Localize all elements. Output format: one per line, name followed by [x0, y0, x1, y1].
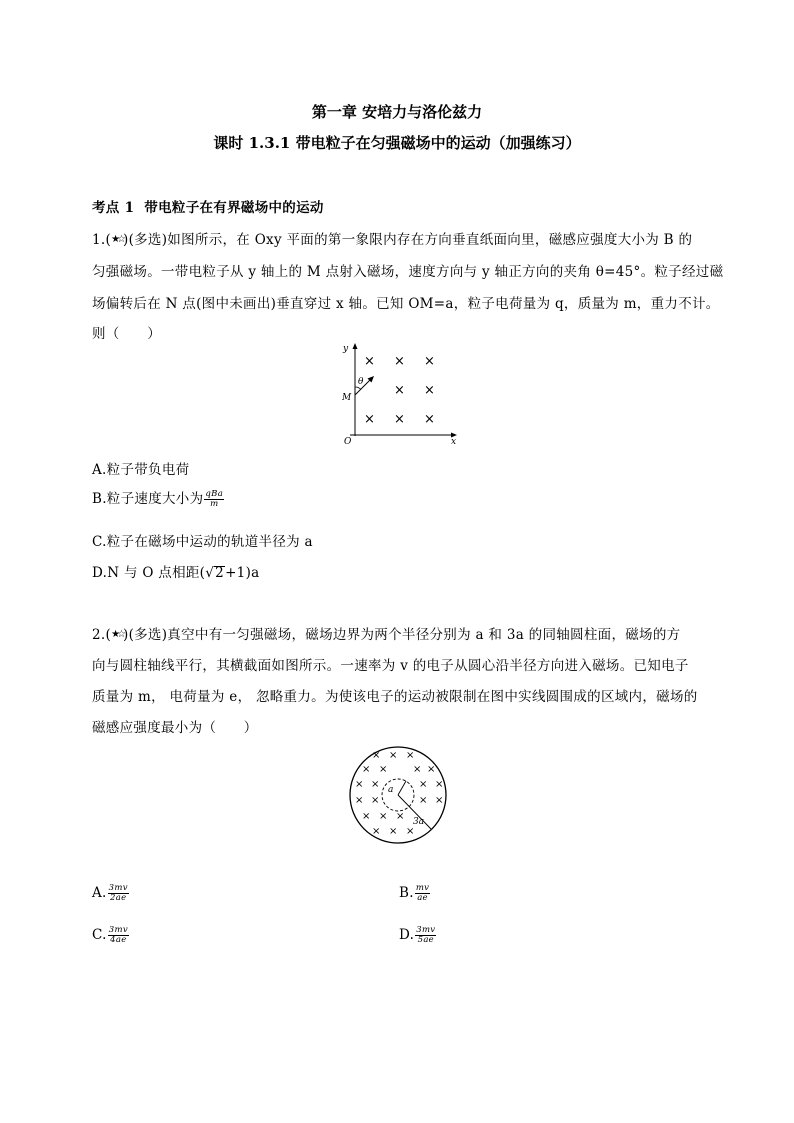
y-axis-label: y — [343, 344, 349, 354]
section-title: 带电粒子在有界磁场中的运动 — [144, 200, 324, 216]
q1-line-3: 场偏转后在 N 点(图中未画出)垂直穿过 x 轴。已知 OM=a，粒子电荷量为 q，质量为 m，重力不计。 — [92, 296, 720, 312]
field-cross-icon: × — [435, 779, 444, 790]
q1-line-4: 则（ ） — [92, 326, 161, 342]
field-cross-icon: × — [424, 383, 435, 398]
field-cross-icon: × — [355, 795, 364, 806]
option-fraction — [415, 884, 430, 903]
field-cross-icon: × — [364, 412, 375, 427]
fraction-numerator: 3mv — [416, 925, 436, 935]
q2-line-2: 向与圆柱轴线平行，其横截面如图所示。一速率为 v 的电子从圆心沿半径方向进入磁场。已知电子 — [92, 658, 689, 674]
field-cross-icon: × — [362, 811, 371, 822]
q2-number: 2.( — [92, 627, 112, 643]
option-letter: B. — [399, 885, 414, 901]
field-cross-icon: × — [372, 826, 381, 837]
q1-text-line: )(多选)如图所示，在 Oxy 平面的第一象限内存在方向垂直纸面向里，磁感应强度大小为 B 的 — [123, 232, 693, 248]
q1-magnetic-field-figure — [336, 340, 466, 446]
field-cross-icon: × — [406, 826, 415, 837]
field-cross-icon: × — [424, 412, 435, 427]
fraction-denominator: m — [210, 499, 219, 509]
q2-line-1 — [92, 623, 680, 643]
fraction-numerator: 3mv — [108, 883, 128, 893]
inner-radius-line — [398, 781, 406, 795]
section-heading — [92, 196, 324, 216]
field-cross-icon: × — [389, 826, 398, 837]
field-cross-icon: × — [371, 795, 380, 806]
option-fraction — [415, 926, 436, 945]
field-cross-icon: × — [424, 354, 435, 369]
q1-line-1 — [92, 228, 692, 248]
q1-option-d-prefix: D.N 与 O 点相距( — [92, 565, 206, 581]
option-fraction — [108, 926, 129, 945]
point-m-label: M — [342, 393, 352, 403]
origin-label: O — [344, 437, 352, 446]
q2-cylinder-field-figure — [343, 743, 453, 847]
x-axis-label: x — [451, 437, 457, 446]
q2-option-a[interactable] — [92, 884, 130, 903]
field-cross-icon: × — [362, 764, 371, 775]
q1-option-b[interactable] — [92, 487, 225, 509]
field-cross-icon: × — [435, 795, 444, 806]
option-fraction — [108, 884, 129, 903]
sqrt-icon: √ — [205, 565, 215, 581]
difficulty-stars-icon: ★☆ — [111, 629, 123, 640]
fraction-denominator: 2ae — [110, 893, 127, 903]
q2-line-3: 质量为 m， 电荷量为 e， 忽略重力。为使该电子的运动被限制在图中实线圆围成的区域内，磁场的 — [92, 689, 698, 705]
outer-radius-label: 3a — [413, 817, 425, 827]
fraction-denominator: ae — [417, 893, 428, 903]
q1-option-d[interactable] — [92, 561, 259, 581]
q2-text-line: )(多选)真空中有一匀强磁场，磁场边界为两个半径分别为 a 和 3a 的同轴圆柱面，磁场的方 — [123, 627, 681, 643]
field-cross-icon: × — [396, 811, 405, 822]
field-cross-icon: × — [394, 383, 405, 398]
option-letter: A. — [92, 885, 107, 901]
q1-option-c[interactable]: C.粒子在磁场中运动的轨道半径为 a — [92, 534, 313, 550]
field-cross-icon: × — [406, 750, 415, 761]
q1-option-b-text: B.粒子速度大小为 — [92, 491, 204, 507]
fraction-numerator: mv — [415, 883, 430, 893]
field-cross-icon: × — [379, 764, 388, 775]
fraction-denominator: 4ae — [110, 935, 127, 945]
q1-option-a[interactable]: A.粒子带负电荷 — [92, 462, 190, 478]
q1-option-b-fraction — [204, 490, 224, 509]
angle-arc — [355, 387, 361, 390]
field-cross-icon: × — [364, 354, 375, 369]
field-cross-icon: × — [372, 750, 381, 761]
field-cross-icon: × — [371, 779, 380, 790]
field-cross-icon: × — [394, 354, 405, 369]
field-cross-icon: × — [419, 795, 428, 806]
field-cross-icon: × — [389, 750, 398, 761]
fraction-denominator: 5ae — [417, 935, 435, 945]
field-cross-icon: × — [413, 764, 422, 775]
q2-line-4: 磁感应强度最小为（ ） — [92, 720, 258, 736]
fraction-numerator: qBa — [205, 489, 224, 499]
inner-radius-label: a — [388, 785, 394, 795]
q1-option-d-suffix: +1)a — [225, 565, 260, 581]
field-cross-icon: × — [355, 779, 364, 790]
q2-option-c[interactable] — [92, 926, 130, 945]
sqrt-radicand: 2 — [215, 565, 225, 581]
option-letter: C. — [92, 927, 107, 943]
theta-label: θ — [358, 377, 364, 387]
q2-option-b[interactable] — [399, 884, 431, 903]
field-cross-icon: × — [419, 779, 428, 790]
field-cross-icon: × — [427, 764, 436, 775]
chapter-title: 第一章 安培力与洛伦兹力 — [311, 103, 483, 121]
field-cross-icon: × — [394, 412, 405, 427]
field-cross-icon: × — [379, 811, 388, 822]
option-letter: D. — [399, 927, 415, 943]
difficulty-stars-icon: ★☆ — [111, 234, 123, 245]
section-label: 考点 1 — [92, 200, 135, 216]
q1-line-2: 匀强磁场。一带电粒子从 y 轴上的 M 点射入磁场，速度方向与 y 轴正方向的夹角 θ=45°。粒子经过磁 — [92, 264, 724, 280]
y-axis-arrow-icon — [353, 343, 358, 349]
q2-option-d[interactable] — [399, 926, 437, 945]
lesson-title: 课时 1.3.1 带电粒子在匀强磁场中的运动（加强练习） — [213, 134, 581, 152]
q1-number: 1.( — [92, 232, 112, 248]
fraction-numerator: 3mv — [108, 925, 128, 935]
